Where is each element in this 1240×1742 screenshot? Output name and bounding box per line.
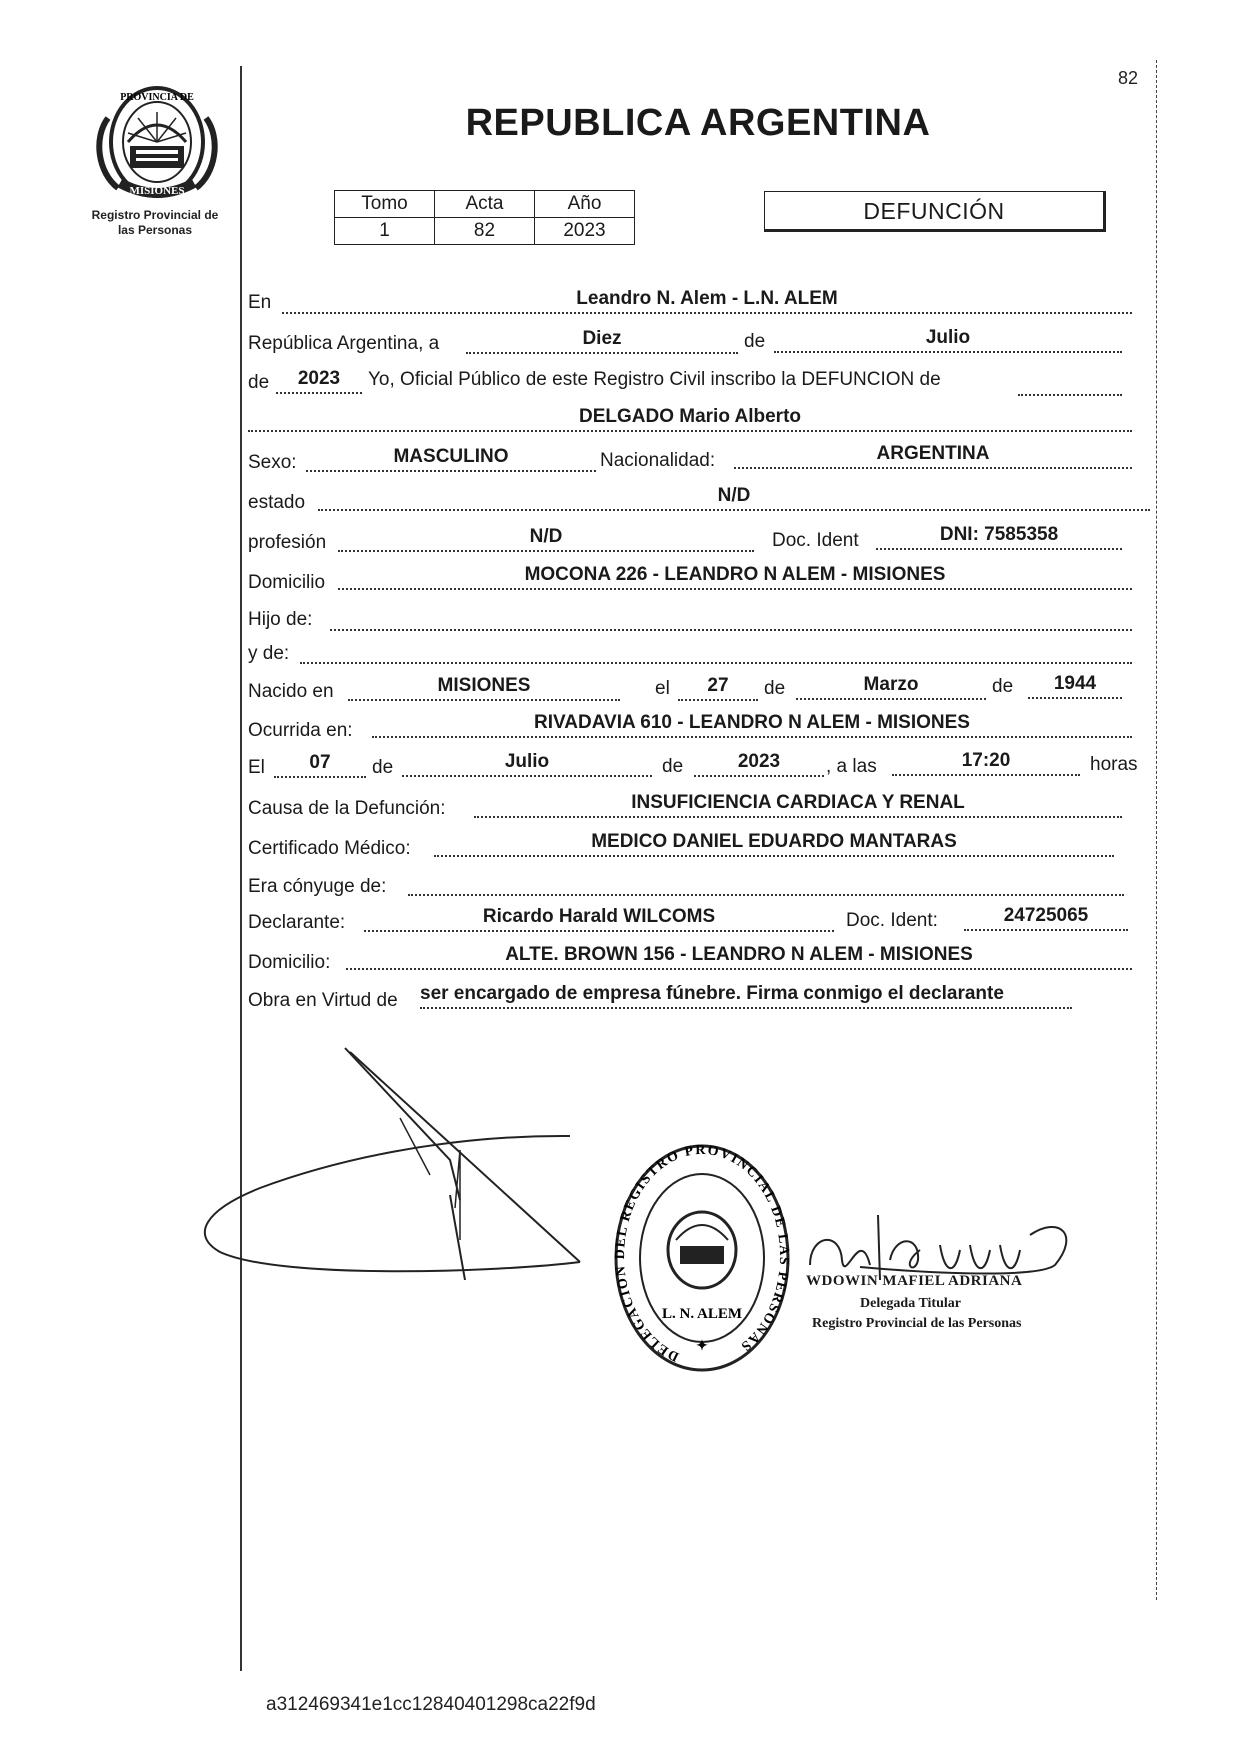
page-number: 82: [1118, 68, 1139, 88]
domicilio2-label: Domicilio:: [248, 952, 331, 973]
nacido-label: Nacido en: [248, 681, 334, 702]
hijo-label: Hijo de:: [248, 609, 313, 630]
acta-header: Acta: [435, 191, 535, 218]
ocurrida-label: Ocurrida en:: [248, 720, 353, 741]
death-year: 2023: [694, 751, 824, 777]
misiones-crest-logo: [88, 78, 226, 206]
signer-name: WDOWIN MAFIEL ADRIANA: [806, 1273, 1023, 1289]
domicilio2-value: ALTE. BROWN 156 - LEANDRO N ALEM - MISIONES: [346, 944, 1132, 970]
declarante-value: Ricardo Harald WILCOMS: [364, 906, 834, 932]
statement-text: Yo, Oficial Público de este Registro Civil inscribo la DEFUNCION de: [368, 369, 941, 390]
profesion-label: profesión: [248, 532, 327, 553]
signer-office: Registro Provincial de las Personas: [812, 1316, 1022, 1331]
page-title: REPUBLICA ARGENTINA: [465, 102, 931, 144]
el-label: el: [655, 678, 670, 699]
registry-label-line2: las Personas: [117, 223, 193, 237]
causa-label: Causa de la Defunción:: [248, 798, 446, 819]
tomo-header: Tomo: [335, 191, 435, 218]
estado-value: N/D: [318, 485, 1150, 511]
ocurrida-value: RIVADAVIA 610 - LEANDRO N ALEM - MISIONES: [372, 712, 1132, 738]
republica-label: República Argentina, a: [248, 333, 440, 354]
de-label-3: de: [764, 678, 786, 699]
domicilio-value: MOCONA 226 - LEANDRO N ALEM - MISIONES: [338, 564, 1132, 590]
doc-ident-value: DNI: 7585358: [876, 524, 1122, 550]
de-label-5: de: [372, 757, 394, 778]
domicilio-label: Domicilio: [248, 572, 326, 593]
year-value: 2023: [276, 368, 362, 394]
right-margin-line: [1156, 60, 1157, 1600]
doc-ident-label-2: Doc. Ident:: [846, 910, 938, 931]
declarante-label: Declarante:: [248, 912, 346, 933]
nacido-value: MISIONES: [348, 675, 620, 701]
registry-label: [70, 208, 240, 238]
estado-label: estado: [248, 492, 306, 513]
death-day: 07: [274, 752, 366, 778]
acta-value: 82: [435, 218, 535, 245]
svg-text:DELEGACION DEL REGISTRO PROVIN: DELEGACION DEL REGISTRO PROVINCIAL DE LAS PERSONAS: [612, 1142, 792, 1364]
document-hash: a312469341e1cc12840401298ca22f9d: [266, 1694, 596, 1715]
alas-label: , a las: [826, 756, 877, 777]
svg-text:MISIONES: MISIONES: [129, 185, 185, 197]
month-value: Julio: [774, 327, 1122, 353]
left-margin-line: [240, 66, 242, 1671]
declarant-signature: [200, 1040, 620, 1300]
de-label-1: de: [744, 331, 766, 352]
horas-label: horas: [1090, 754, 1138, 775]
deceased-name: DELGADO Mario Alberto: [248, 406, 1132, 432]
en-value: Leandro N. Alem - L.N. ALEM: [282, 288, 1132, 314]
de-label-2: de: [248, 372, 270, 393]
registration-table: [334, 190, 635, 245]
birth-year: 1944: [1028, 673, 1122, 699]
svg-text:L. N. ALEM: L. N. ALEM: [661, 1306, 743, 1322]
doc-ident-value-2: 24725065: [964, 905, 1128, 931]
birth-day: 27: [678, 675, 758, 701]
death-time: 17:20: [892, 750, 1080, 776]
de-label-4: de: [992, 676, 1014, 697]
ano-value: 2023: [535, 218, 635, 245]
statement-blank: [1018, 370, 1122, 396]
record-type-box: DEFUNCIÓN: [764, 191, 1106, 232]
birth-month: Marzo: [796, 674, 986, 700]
en-label: En: [248, 292, 272, 313]
nacionalidad-value: ARGENTINA: [734, 443, 1132, 469]
registration-header-row: [335, 191, 635, 218]
doc-ident-label: Doc. Ident: [772, 530, 859, 551]
yde-value: [300, 638, 1132, 664]
profesion-value: N/D: [338, 526, 754, 552]
obra-label: Obra en Virtud de: [248, 990, 398, 1011]
death-month: Julio: [402, 751, 652, 777]
certificado-label: Certificado Médico:: [248, 838, 411, 859]
ano-header: Año: [535, 191, 635, 218]
certificado-value: MEDICO DANIEL EDUARDO MANTARAS: [434, 831, 1114, 857]
de-label-6: de: [662, 756, 684, 777]
hijo-value: [330, 605, 1132, 631]
official-seal: [612, 1140, 792, 1376]
nacionalidad-label: Nacionalidad:: [600, 450, 716, 471]
svg-text:PROVINCIA DE: PROVINCIA DE: [120, 92, 194, 103]
conyuge-value: [408, 870, 1124, 896]
day-value: Diez: [466, 328, 738, 354]
signer-role: Delegada Titular: [860, 1296, 961, 1311]
El-label: El: [248, 757, 265, 778]
causa-value: INSUFICIENCIA CARDIACA Y RENAL: [474, 792, 1122, 818]
sexo-label: Sexo:: [248, 452, 297, 473]
registration-value-row: [335, 218, 635, 245]
svg-text:✦: ✦: [696, 1337, 708, 1353]
tomo-value: 1: [335, 218, 435, 245]
registry-label-line1: Registro Provincial de: [91, 208, 219, 222]
obra-value: ser encargado de empresa fúnebre. Firma conmigo el declarante: [420, 983, 1072, 1009]
sexo-value: MASCULINO: [306, 446, 596, 472]
conyuge-label: Era cónyuge de:: [248, 876, 387, 897]
yde-label: y de:: [248, 643, 290, 664]
